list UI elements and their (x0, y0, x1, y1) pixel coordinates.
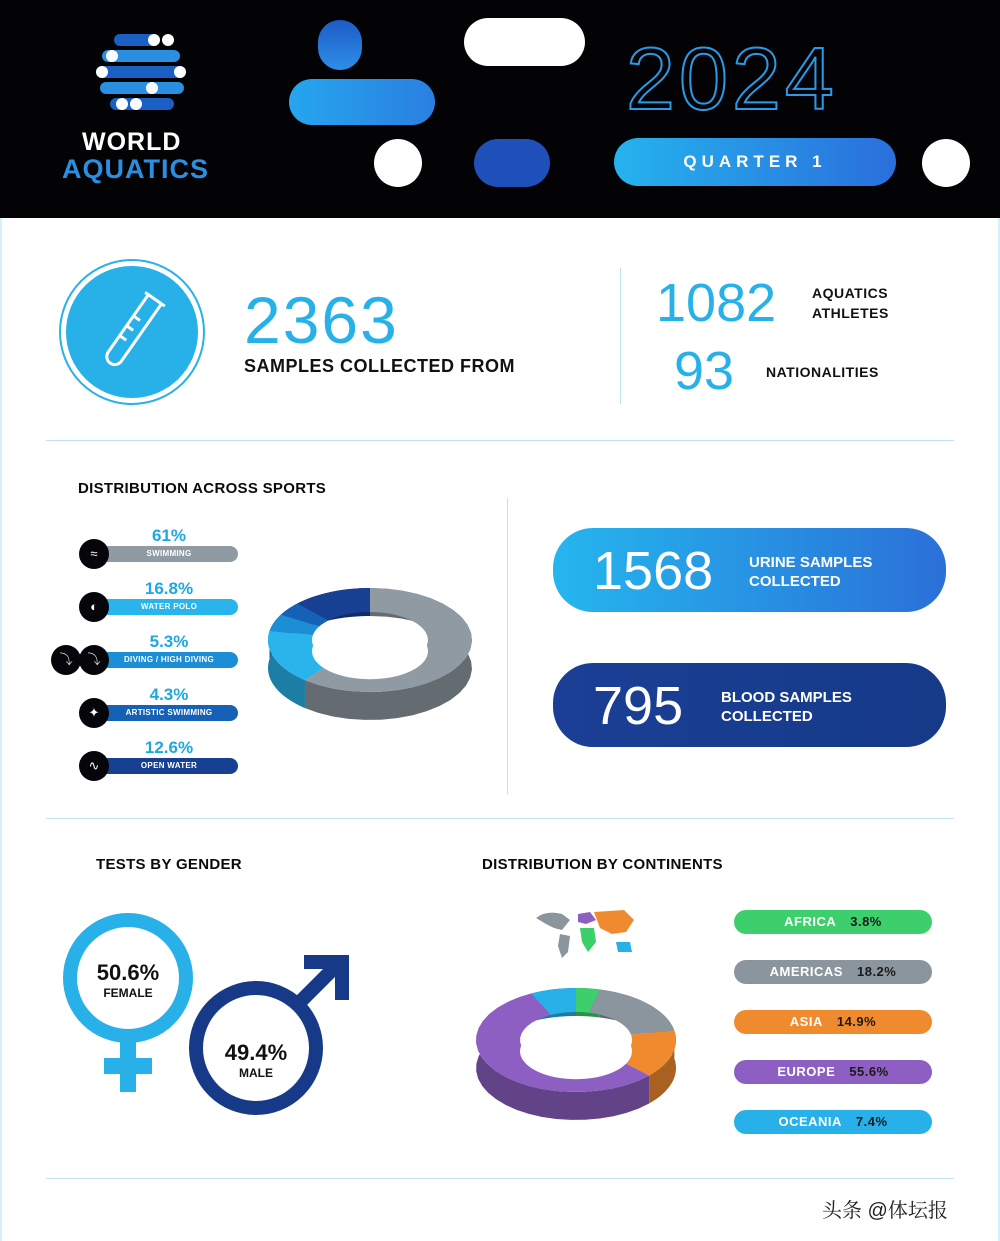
high-diver-icon: ⤵ (51, 645, 81, 675)
vertical-divider (507, 498, 508, 794)
continents-donut-chart (472, 980, 696, 1120)
quarter-badge: QUARTER 1 (614, 138, 896, 186)
donut-hole (312, 623, 428, 679)
continent-pill-africa (734, 910, 932, 934)
section-divider (46, 1178, 954, 1179)
decor-shape (318, 20, 362, 70)
continent-pill-asia (734, 1010, 932, 1034)
gender-symbols-icon (60, 908, 350, 1130)
logo-world-text: WORLD (82, 128, 182, 156)
continent-name: ASIA (789, 1014, 823, 1029)
athletes-value: 1082 (656, 273, 777, 333)
swimmer-icon: ≈ (79, 539, 109, 569)
sport-pct-3: 4.3% (149, 685, 189, 704)
continent-name: EUROPE (777, 1064, 836, 1079)
female-label: FEMALE (103, 986, 153, 1000)
decor-pill (464, 18, 585, 66)
logo-aquatics-text: AQUATICS (62, 154, 209, 184)
female-pct: 50.6% (96, 960, 160, 985)
gender-title: TESTS BY GENDER (96, 856, 242, 873)
decor-circle (374, 139, 422, 187)
test-tube-icon (58, 258, 206, 406)
watermark-text: 头条 @体坛报 (822, 1200, 948, 1222)
sport-pct-1: 16.8% (144, 579, 194, 598)
world-map-icon (532, 906, 640, 962)
header-banner (0, 0, 1000, 218)
urine-label-1: URINE SAMPLES (749, 554, 873, 571)
sport-bar-1: WATER POLO (100, 599, 238, 615)
urine-value: 1568 (593, 541, 714, 601)
nationalities-value: 93 (674, 341, 735, 401)
continent-pct: 3.8% (850, 914, 882, 929)
blood-label-1: BLOOD SAMPLES (721, 689, 852, 706)
continent-pill-oceania (734, 1110, 932, 1134)
sports-title: DISTRIBUTION ACROSS SPORTS (78, 480, 327, 497)
continent-name: OCEANIA (778, 1114, 842, 1129)
sport-bar-2: DIVING / HIGH DIVING (100, 652, 238, 668)
sport-pct-2: 5.3% (149, 632, 189, 651)
athletes-label-2: ATHLETES (812, 305, 889, 321)
continent-pct: 55.6% (849, 1064, 889, 1079)
blood-value: 795 (593, 676, 684, 736)
sports-donut-chart (258, 578, 482, 728)
continent-pct: 14.9% (836, 1014, 877, 1029)
continent-pct: 18.2% (856, 964, 897, 979)
world-aquatics-logo-icon (92, 30, 196, 120)
continent-pill-europe (734, 1060, 932, 1084)
section-divider (46, 440, 954, 441)
decor-circle (922, 139, 970, 187)
continent-pill-americas (734, 960, 932, 984)
continent-name: AFRICA (784, 914, 837, 929)
open-water-icon: ∿ (79, 751, 109, 781)
samples-label: SAMPLES COLLECTED FROM (244, 356, 515, 376)
sport-bar-0: SWIMMING (100, 546, 238, 562)
sport-pct-4: 12.6% (144, 738, 194, 757)
blood-label-2: COLLECTED (721, 708, 813, 725)
sport-pct-0: 61% (151, 526, 187, 545)
decor-pill (289, 79, 435, 125)
continent-name: AMERICAS (769, 964, 843, 979)
continents-title: DISTRIBUTION BY CONTINENTS (482, 856, 723, 873)
section-divider (46, 818, 954, 819)
nationalities-label: NATIONALITIES (766, 364, 879, 380)
donut-hole (520, 1023, 632, 1079)
urine-samples-card (553, 528, 946, 612)
year-text: 2024 (626, 29, 838, 128)
artistic-swimmer-icon: ✦ (79, 698, 109, 728)
male-pct: 49.4% (224, 1040, 288, 1065)
athletes-label-1: AQUATICS (812, 285, 889, 301)
urine-label-2: COLLECTED (749, 573, 841, 590)
decor-pill (474, 139, 550, 187)
sport-bar-4: OPEN WATER (100, 758, 238, 774)
sport-bar-3: ARTISTIC SWIMMING (100, 705, 238, 721)
continent-pct: 7.4% (855, 1114, 888, 1129)
water-polo-icon: ◐ (79, 592, 109, 622)
vertical-divider (620, 268, 621, 404)
diver-icon: ⤵ (79, 645, 109, 675)
samples-value: 2363 (244, 283, 399, 357)
blood-samples-card (553, 663, 946, 747)
male-label: MALE (239, 1066, 273, 1080)
